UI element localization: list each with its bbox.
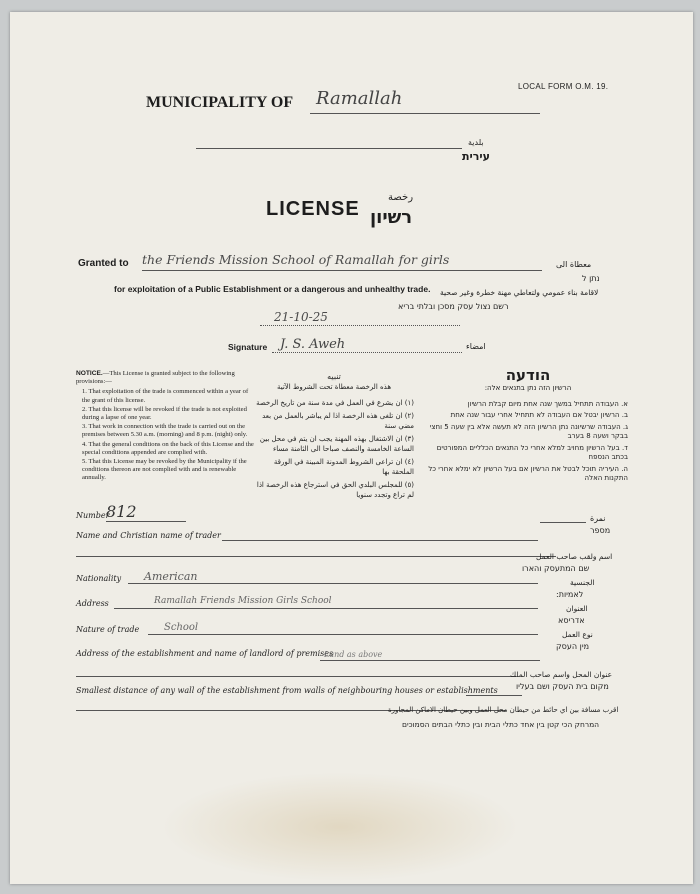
signature-arabic: امضاء [466,342,486,351]
notice-hebrew [428,366,628,484]
notice-hebrew-item: ב. הרשיון יבטל אם העבודה לא תתחיל אחרי עבור שנה אחת [450,411,628,419]
number-right-line [540,522,586,523]
exploitation-date-handwritten: 21-10-25 [274,310,328,324]
water-stain [160,772,520,882]
number-hebrew: מספר [590,526,611,535]
address-line [114,608,538,609]
establishment-hebrew: מקום בית העסק ושם בעליו [516,682,609,691]
notice-arabic-item: (٤) ان تراعى الشروط المدونة المبينة في الورقة الملحقة بها [273,458,414,476]
notice-arabic-item: (٣) ان الاشتغال بهذه المهنة يجب ان يتم في محل بين الساعة الخامسة والنصف صباحا الى الثامنة مساء [259,435,414,453]
trade-handwritten: School [164,622,199,633]
notice-arabic-item: (٥) للمجلس البلدي الحق في استرجاع هذه الرخصة اذا لم تراع وتجدد سنويا [256,481,414,499]
license-document [10,12,693,884]
number-line [106,521,186,522]
notice-hebrew-intro: הרשיון הזה נתן בתנאים אלה: [484,384,572,392]
form-code: LOCAL FORM O.M. 19. [518,82,609,91]
trader-hebrew: שם המתעסק והארו [522,564,590,573]
notice-intro: —This License is granted subject to the following provisions:— [76,370,235,386]
establishment-line [320,660,540,661]
address-arabic: العنوان [566,604,588,613]
notice-arabic-item: (١) ان يشرع في العمل في مدة سنة من تاريخ الرخصة [256,399,414,407]
distance-hebrew: המרחק הכי קטן בין אחד כתלי הבית ובין כתלי הבתים הסמוכים [402,720,600,729]
number-label: Number [76,511,110,520]
exploitation-arabic: لاقامة بناء عمومي ولتعاطي مهنة خطرة وغير صحية [440,288,599,297]
exploitation-hebrew: רשם נצול עסק מסכן ובלתי בריא [398,302,509,311]
notice-hebrew-item: א. העבודה תתחיל במשך שנה אחת מיום קבלת הרשיון [467,399,628,408]
number-arabic: نمرة [590,514,606,523]
address-handwritten: Ramallah Friends Mission Girls School [154,596,332,606]
notice-arabic-item: (٢) ان تلغى هذه الرخصة اذا لم يباشر بالعمل من بعد مضي سنة [262,412,414,430]
trade-line [148,634,538,635]
notice-hebrew-item: ה. העיריה תוכל לבטל את הרשיון אם בעל הרשיון לא ימלא אחרי כל התקנות האלה [428,464,628,482]
exploitation-english: for exploitation of a Public Establishment or a dangerous and unhealthy trade. [114,284,431,294]
nationality-hebrew: לאמיות: [556,590,584,599]
signature-handwritten: J. S. Aweh [280,337,346,352]
distance-arabic: اقرب مسافة بين اي حائط من حيطان محل العمل وبين حيطان الاماكن المجاورة [388,706,619,714]
notice-arabic-intro: هذه الرخصة معطاة تحت الشروط الآتية [276,383,392,391]
municipality-arabic: بلدية [468,138,484,147]
municipality-hebrew: עירית [462,150,490,163]
granted-arabic: معطاة الى [556,260,592,269]
signature-line [272,352,462,353]
municipality-label: MUNICIPALITY OF [146,94,294,111]
trade-arabic: نوع العمل [562,630,593,639]
notice-hebrew-item: ד. בעל הרשיון מחויב למלא אחרי כל התנאים הכלליים המפורטים בכתב הנספח [436,443,628,461]
establishment-line-2 [76,676,516,677]
municipality-line-2 [196,148,462,149]
granted-handwritten: the Friends Mission School of Ramallah for girls [142,252,450,267]
notice-item: 3. That work in connection with the trade is carried out on the premises between 5.30 a.m. (morning) and 8 p.m. (night) only. [82,423,248,439]
notice-arabic [254,372,414,500]
trade-label: Nature of trade [76,625,140,634]
license-title-arabic: رخصة [388,192,414,203]
notice-arabic-heading: تنبيه [327,372,341,381]
granted-line [142,270,542,271]
establishment-label: Address of the establishment and name of landlord of premises [76,649,334,658]
trader-label: Name and Christian name of trader [76,531,221,540]
address-hebrew: אדריסא [558,616,585,625]
nationality-arabic: الجنسية [570,578,595,587]
notice-item: 2. That this license will be revoked if the trade is not exploited during a lapse of one year. [82,405,247,422]
nationality-label: Nationality [76,574,122,583]
notice-heading: NOTICE. [76,370,103,377]
number-handwritten: 812 [106,502,137,521]
notice-item: 5. That this License may be revoked by the Municipality if the conditions thereon are not complied with and is renewable annually. [82,458,247,482]
establishment-arabic: عنوان المحل واسم صاحب الملك [510,670,613,679]
address-label: Address [76,599,109,608]
license-title: LICENSE [266,198,360,220]
license-title-hebrew: רשיון [370,207,413,228]
trader-arabic: اسم ولقب صاحب العمل [536,552,613,561]
granted-label: Granted to [78,258,129,269]
municipality-line [310,113,540,114]
notice-item: 4. That the general conditions on the back of this License and the special conditions appended are complied with. [82,440,254,456]
trader-line-2 [76,556,556,557]
notice-english [76,370,254,483]
nationality-handwritten: American [144,570,198,583]
distance-line [466,695,522,696]
notice-hebrew-item: ג. העבודה שרשיונה נתן הרשיון הזה לא תעשה אלא בין שעה 5 וחצי בבקר ושעה 8 בערב [429,422,628,440]
notice-item: 1. That exploitation of the trade is commenced within a year of the grant of this license. [82,388,249,404]
granted-hebrew: נתן ל [582,274,600,283]
distance-label: Smallest distance of any wall of the establishment from walls of neighbouring houses or establishments [76,686,498,695]
nationality-line [128,583,538,584]
municipality-name-handwritten: Ramallah [316,88,403,109]
notice-hebrew-heading: הודעה [505,366,551,384]
signature-label: Signature [228,342,268,352]
date-line [260,325,460,326]
establishment-handwritten: Land as above [324,650,383,659]
trader-line [222,540,538,541]
trade-hebrew: מין העסק [556,642,590,651]
